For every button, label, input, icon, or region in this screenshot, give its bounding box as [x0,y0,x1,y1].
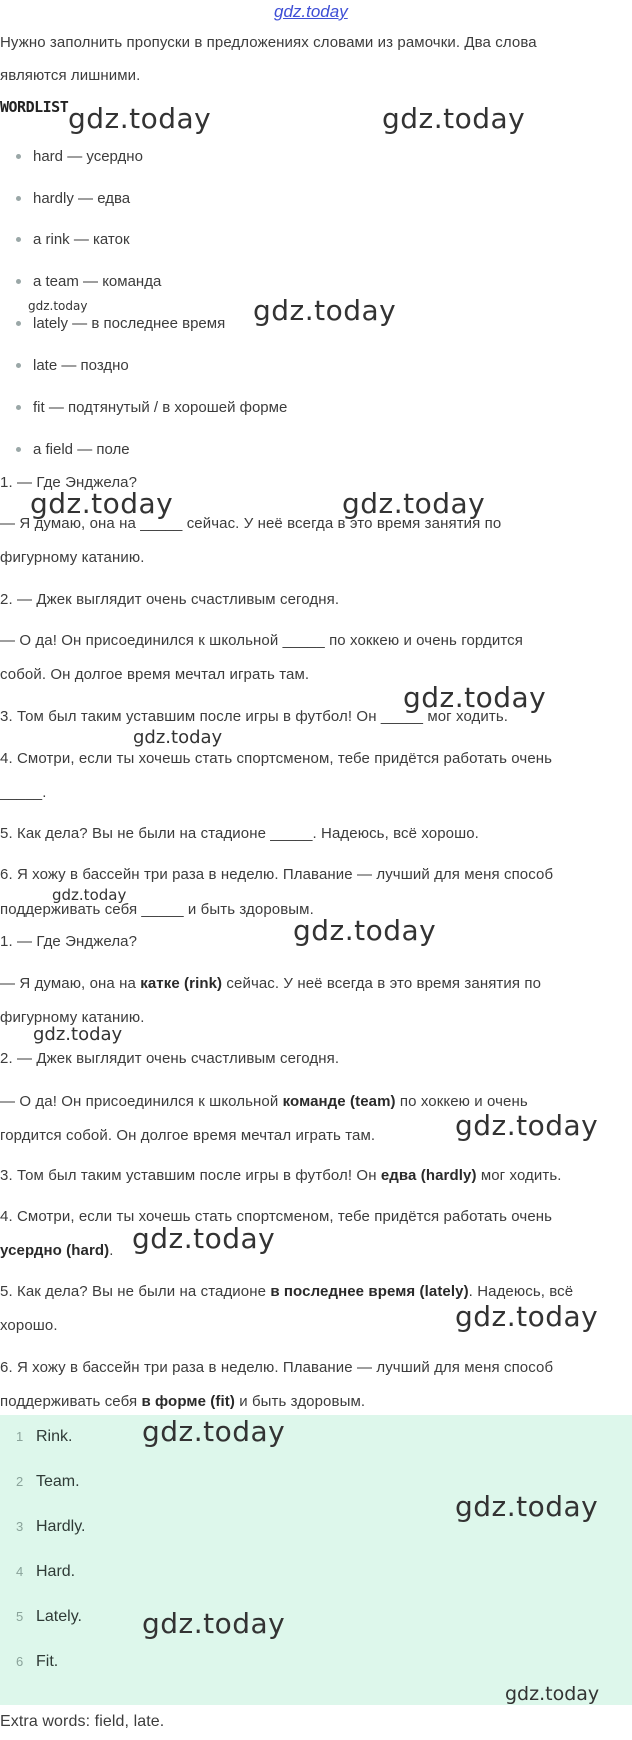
question-line: — Я думаю, она на _____ сейчас. У неё всегда в это время занятия по [0,515,502,532]
wordlist-item-text: a rink — каток [33,231,130,248]
bullet-icon [16,321,21,326]
solution-line: — Я думаю, она на катке (rink) сейчас. У неё всегда в это время занятия по [0,975,542,992]
answer-number: 6 [16,1654,24,1669]
answer-item [16,1428,72,1446]
wordlist-item-text: hardly — едва [33,190,131,207]
answer-highlight: едва (hardly) [380,1167,477,1184]
bullet-icon [16,237,21,242]
wordlist-item-text: lately — в последнее время [33,315,226,332]
watermark: gdz.today [30,487,174,520]
answer-text: Hardly. [36,1518,86,1535]
watermark: gdz.today [455,1109,599,1142]
watermark: gdz.today [253,294,397,327]
wordlist-item [16,190,130,207]
question-line: 5. Как дела? Вы не были на стадионе _____. Надеюсь, всё хорошо. [0,825,479,842]
solution-line: поддерживать себя в форме (fit) и быть здоровым. [0,1393,366,1410]
answer-text: Hard. [36,1563,76,1580]
wordlist-item [16,357,129,374]
wordlist-item [16,273,161,290]
watermark: gdz.today [505,1683,600,1705]
wordlist-item [16,231,130,248]
answer-number: 5 [16,1609,24,1624]
answer-text: Rink. [36,1428,73,1445]
solution-line: 4. Смотри, если ты хочешь стать спортсменом, тебе придётся работать очень [0,1208,553,1225]
watermark: gdz.today [133,727,223,748]
question-line: 4. Смотри, если ты хочешь стать спортсменом, тебе придётся работать очень [0,750,553,767]
solution-line: гордится собой. Он долгое время мечтал играть там. [0,1127,376,1144]
answer-number: 4 [16,1564,24,1579]
watermark: gdz.today [52,886,127,904]
bullet-icon [16,154,21,159]
bullet-icon [16,363,21,368]
wordlist-item [16,148,143,165]
wordlist-item-text: hard — усердно [33,148,143,165]
wordlist-item [16,441,130,458]
watermark: gdz.today [68,102,212,135]
wordlist-item-text: late — поздно [33,357,129,374]
answer-number: 1 [16,1429,24,1444]
watermark: gdz.today [403,681,547,714]
solution-line: 5. Как дела? Вы не были на стадионе в последнее время (lately). Надеюсь, всё [0,1283,574,1300]
solution-line: 2. — Джек выглядит очень счастливым сегодня. [0,1050,340,1067]
wordlist-item-text: fit — подтянутый / в хорошей форме [33,399,288,416]
answer-item [16,1608,82,1626]
bullet-icon [16,447,21,452]
solution-line: фигурному катанию. [0,1009,145,1026]
question-line: поддерживать себя _____ и быть здоровым. [0,901,314,918]
question-line: 3. Том был таким уставшим после игры в футбол! Он _____ мог ходить. [0,708,509,725]
answer-text: Fit. [36,1653,59,1670]
wordlist-title: WORDLIST [0,98,69,116]
watermark: gdz.today [142,1415,286,1448]
solution-line: хорошо. [0,1317,58,1334]
wordlist-item-text: a team — команда [33,273,162,290]
question-line: фигурному катанию. [0,549,145,566]
question-line: 6. Я хожу в бассейн три раза в неделю. Плавание — лучший для меня способ [0,866,554,883]
bullet-icon [16,196,21,201]
answer-highlight: в форме (fit) [141,1393,235,1410]
answers-box [0,1415,632,1705]
solution-line: 6. Я хожу в бассейн три раза в неделю. Плавание — лучший для меня способ [0,1359,554,1376]
answer-number: 3 [16,1519,24,1534]
instruction-line-1: Нужно заполнить пропуски в предложениях словами из рамочки. Два слова [0,34,537,51]
instruction-line-2: являются лишними. [0,67,141,84]
bullet-icon [16,279,21,284]
answer-highlight: в последнее время (lately) [270,1283,469,1300]
answer-text: Team. [36,1473,80,1490]
solution-line: 1. — Где Энджела? [0,933,138,950]
watermark: gdz.today [382,102,526,135]
question-line: _____. [0,784,47,801]
answer-highlight: усердно (hard) [0,1242,110,1259]
answer-highlight: катке (rink) [140,975,223,992]
watermark: gdz.today [33,1024,123,1045]
wordlist-item [16,399,287,416]
solution-line: — О да! Он присоединился к школьной команде (team) по хоккею и очень [0,1093,528,1110]
bullet-icon [16,405,21,410]
answer-item [16,1653,58,1671]
watermark: gdz.today [28,299,88,313]
watermark: gdz.today [455,1490,599,1523]
watermark: gdz.today [132,1222,276,1255]
watermark: gdz.today [455,1300,599,1333]
watermark: gdz.today [342,487,486,520]
answer-highlight: команде (team) [282,1093,396,1110]
question-line: 1. — Где Энджела? [0,474,138,491]
solution-line: 3. Том был таким уставшим после игры в футбол! Он едва (hardly) мог ходить. [0,1167,562,1184]
answer-text: Lately. [36,1608,82,1625]
watermark: gdz.today [142,1607,286,1640]
question-line: 2. — Джек выглядит очень счастливым сегодня. [0,591,340,608]
solution-line: усердно (hard). [0,1242,114,1259]
watermark: gdz.today [293,914,437,947]
answer-item [16,1518,86,1536]
site-link[interactable]: gdz.today [274,2,348,21]
answer-item [16,1473,80,1491]
answer-number: 2 [16,1474,24,1489]
wordlist-item-text: a field — поле [33,441,130,458]
answer-item [16,1563,75,1581]
question-line: — О да! Он присоединился к школьной _____ по хоккею и очень гордится [0,632,523,649]
wordlist-item [16,315,225,332]
extra-words: Extra words: field, late. [0,1713,165,1730]
question-line: собой. Он долгое время мечтал играть там. [0,666,310,683]
